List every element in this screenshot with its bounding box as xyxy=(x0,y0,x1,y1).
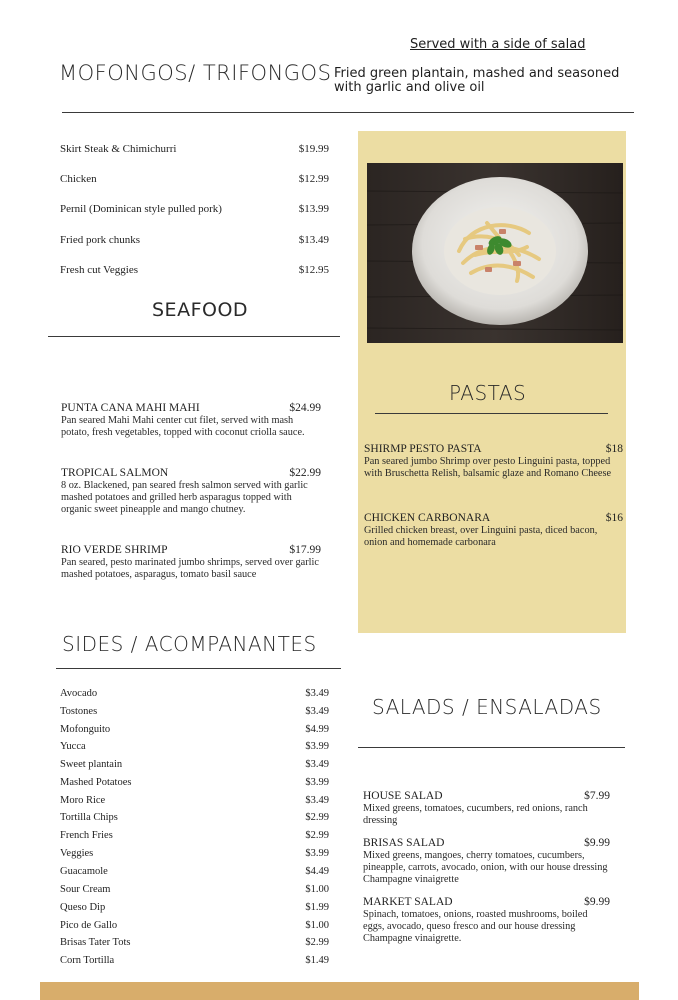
item-name: Fresh cut Veggies xyxy=(60,264,139,276)
side-item xyxy=(60,759,329,770)
item-description: Grilled chicken breast, over Linguini pasta, diced bacon, onion and homemade carbonara xyxy=(364,525,598,548)
item-name: RIO VERDE SHRIMP xyxy=(61,544,168,556)
side-item xyxy=(60,724,329,735)
mofongos-title: MOFONGOS/ TRIFONGOS xyxy=(59,61,332,85)
item-name: BRISAS SALAD xyxy=(363,837,445,849)
item-price: $12.95 xyxy=(298,264,329,276)
item-name: Tostones xyxy=(60,706,98,717)
item-name: Avocado xyxy=(60,688,98,699)
item-name: French Fries xyxy=(60,830,113,841)
divider xyxy=(62,112,634,113)
item-price: $4.99 xyxy=(305,724,329,735)
item-price: $1.00 xyxy=(305,884,329,895)
side-item xyxy=(60,848,329,859)
item-price: $3.99 xyxy=(305,741,329,752)
mofongos-description: Fried green plantain, mashed and seasoned with garlic and olive oil xyxy=(334,66,620,95)
item-name: Skirt Steak & Chimichurri xyxy=(60,143,177,155)
item-price: $13.49 xyxy=(298,234,329,246)
item-name: CHICKEN CARBONARA xyxy=(364,512,491,524)
item-price: $1.00 xyxy=(305,920,329,931)
item-description: Pan seared Mahi Mahi center cut filet, served with mash potato, fresh vegetables, topped with coconut criolla sauce. xyxy=(61,415,305,438)
side-item xyxy=(60,830,329,841)
item-description: Mixed greens, mangoes, cherry tomatoes, cucumbers, pineapple, carrots, avocado, onion, with our house dressing Champagne vinaigrette xyxy=(363,850,608,885)
item-name: Sweet plantain xyxy=(60,759,123,770)
item-price: $3.49 xyxy=(305,795,329,806)
salad-item xyxy=(363,790,610,827)
salad-item xyxy=(363,896,610,945)
item-price: $9.99 xyxy=(584,837,610,849)
menu-item xyxy=(60,173,329,185)
item-name: Moro Rice xyxy=(60,795,106,806)
item-name: Fried pork chunks xyxy=(60,234,141,246)
seafood-item xyxy=(61,402,321,439)
item-name: Chicken xyxy=(60,173,97,185)
item-description: Pan seared jumbo Shrimp over pesto Linguini pasta, topped with Bruschetta Relish, balsamic glaze and Romano Cheese xyxy=(364,456,612,479)
item-name: Sour Cream xyxy=(60,884,111,895)
divider xyxy=(56,668,341,669)
pastas-title: PASTAS xyxy=(449,381,527,405)
menu-item xyxy=(60,143,329,155)
item-name: Veggies xyxy=(60,848,94,859)
side-item xyxy=(60,902,329,913)
item-price: $2.99 xyxy=(305,830,329,841)
side-item xyxy=(60,795,329,806)
item-price: $17.99 xyxy=(289,544,321,556)
side-item xyxy=(60,920,329,931)
item-name: Pico de Gallo xyxy=(60,920,118,931)
pasta-item xyxy=(364,443,623,480)
item-name: TROPICAL SALMON xyxy=(61,467,169,479)
item-price: $1.49 xyxy=(305,955,329,966)
menu-item xyxy=(60,234,329,246)
pasta-dish-photo xyxy=(367,163,623,343)
item-name: Corn Tortilla xyxy=(60,955,115,966)
item-price: $3.49 xyxy=(305,759,329,770)
item-name: HOUSE SALAD xyxy=(363,790,443,802)
seafood-item xyxy=(61,544,321,581)
salads-title: SALADS / ENSALADAS xyxy=(372,695,602,719)
item-price: $16 xyxy=(605,512,623,524)
item-price: $4.49 xyxy=(305,866,329,877)
side-item xyxy=(60,812,329,823)
item-price: $2.99 xyxy=(305,937,329,948)
item-name: Mofonguito xyxy=(60,724,111,735)
item-price: $2.99 xyxy=(305,812,329,823)
item-price: $18 xyxy=(605,443,623,455)
item-name: Pernil (Dominican style pulled pork) xyxy=(60,203,222,215)
item-price: $19.99 xyxy=(298,143,329,155)
item-name: Queso Dip xyxy=(60,902,106,913)
footer-bar xyxy=(40,982,639,1000)
item-name: MARKET SALAD xyxy=(363,896,453,908)
divider xyxy=(48,336,340,337)
item-name: Brisas Tater Tots xyxy=(60,937,131,948)
pasta-item xyxy=(364,512,623,549)
divider xyxy=(375,413,608,414)
menu-item xyxy=(60,264,329,276)
item-description: Mixed greens, tomatoes, cucumbers, red onions, ranch dressing xyxy=(363,803,588,826)
side-item xyxy=(60,884,329,895)
item-name: SHIRMP PESTO PASTA xyxy=(364,443,482,455)
item-name: Mashed Potatoes xyxy=(60,777,132,788)
item-price: $7.99 xyxy=(584,790,610,802)
side-item xyxy=(60,955,329,966)
side-salad-note: Served with a side of salad xyxy=(410,37,586,52)
item-price: $3.49 xyxy=(305,688,329,699)
item-price: $22.99 xyxy=(289,467,321,479)
item-description: Pan seared, pesto marinated jumbo shrimps, served over garlic mashed potatoes, asparagus, tomato basil sauce xyxy=(61,557,319,580)
side-item xyxy=(60,866,329,877)
seafood-item xyxy=(61,467,321,516)
sides-title: SIDES / ACOMPANANTES xyxy=(62,632,317,656)
item-description: Spinach, tomatoes, onions, roasted mushrooms, boiled eggs, avocado, queso fresco and our house dressing Champagne vinaigrette. xyxy=(363,909,588,944)
menu-item xyxy=(60,203,329,215)
item-price: $1.99 xyxy=(305,902,329,913)
item-price: $3.49 xyxy=(305,706,329,717)
item-price: $12.99 xyxy=(298,173,329,185)
item-name: Guacamole xyxy=(60,866,108,877)
item-name: Tortilla Chips xyxy=(60,812,118,823)
item-price: $24.99 xyxy=(289,402,321,414)
side-item xyxy=(60,741,329,752)
divider xyxy=(358,747,625,748)
salad-item xyxy=(363,837,610,886)
side-item xyxy=(60,937,329,948)
item-price: $13.99 xyxy=(298,203,329,215)
side-item xyxy=(60,688,329,699)
side-item xyxy=(60,777,329,788)
item-price: $9.99 xyxy=(584,896,610,908)
item-price: $3.99 xyxy=(305,848,329,859)
side-item xyxy=(60,706,329,717)
seafood-title: SEAFOOD xyxy=(152,299,249,321)
item-name: PUNTA CANA MAHI MAHI xyxy=(61,402,200,414)
item-description: 8 oz. Blackened, pan seared fresh salmon served with garlic mashed potatoes and grilled herb asparagus topped with organic sweet pineapple and mango chutney. xyxy=(61,480,308,515)
item-name: Yucca xyxy=(60,741,86,752)
item-price: $3.99 xyxy=(305,777,329,788)
